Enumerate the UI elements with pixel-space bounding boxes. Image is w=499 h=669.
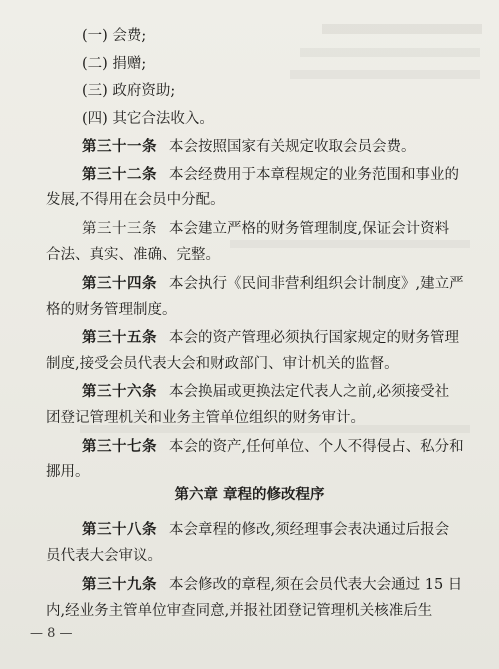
item-text: (三) 政府资助; [82,83,176,99]
bleed-through-mark [230,240,470,248]
article-title: 第三十二条 [82,167,157,183]
item-text: (二) 捐赠; [82,56,147,72]
article-text: 本会经费用于本章程规定的业务范围和事业的 [169,167,459,183]
article-text: 本会的资产管理必须执行国家规定的财务管理 [169,330,459,346]
chapter-heading: 第六章 章程的修改程序 [174,487,325,503]
article-text: 本会按照国家有关规定收取会员会费。 [169,139,416,155]
article-text: 本会换届或更换法定代表人之前,必须接受社 [169,384,450,400]
article-text: 内,经业务主管单位审查同意,并报社团登记管理机关核准后生 [46,603,433,619]
bleed-through-mark [322,24,482,34]
article-title: 第三十六条 [82,384,157,400]
article-text: 本会章程的修改,须经理事会表决通过后报会 [169,522,450,538]
article-title: 第三十一条 [82,139,157,155]
article-title: 第三十九条 [82,577,157,593]
article-text: 本会修改的章程,须在会员代表大会通过 15 日 [169,577,463,593]
item-text: (四) 其它合法收入。 [82,111,214,127]
article-text: 员代表大会审议。 [46,548,162,564]
article-text: 本会建立严格的财务管理制度,保证会计资料 [169,221,450,237]
article-text: 团登记管理机关和业务主管单位组织的财务审计。 [46,410,365,426]
article-text: 挪用。 [46,464,90,480]
article-text: 合法、真实、准确、完整。 [46,247,220,263]
page-number: — 8 — [30,626,73,641]
article-title: 第三十七条 [82,439,157,455]
article-title: 第三十三条 [82,221,157,237]
bleed-through-mark [300,48,480,57]
article-text: 本会的资产,任何单位、个人不得侵占、私分和 [169,439,464,455]
article-text: 格的财务管理制度。 [46,302,177,318]
article-title: 第三十四条 [82,276,157,292]
article-text: 制度,接受会员代表大会和财政部门、审计机关的监督。 [46,356,399,372]
item-text: (一) 会费; [82,28,147,44]
article-text: 发展,不得用在会员中分配。 [46,192,225,208]
bleed-through-mark [290,70,480,79]
article-title: 第三十五条 [82,330,157,346]
article-text: 本会执行《民间非营利组织会计制度》,建立严 [169,276,464,292]
article-title: 第三十八条 [82,522,157,538]
